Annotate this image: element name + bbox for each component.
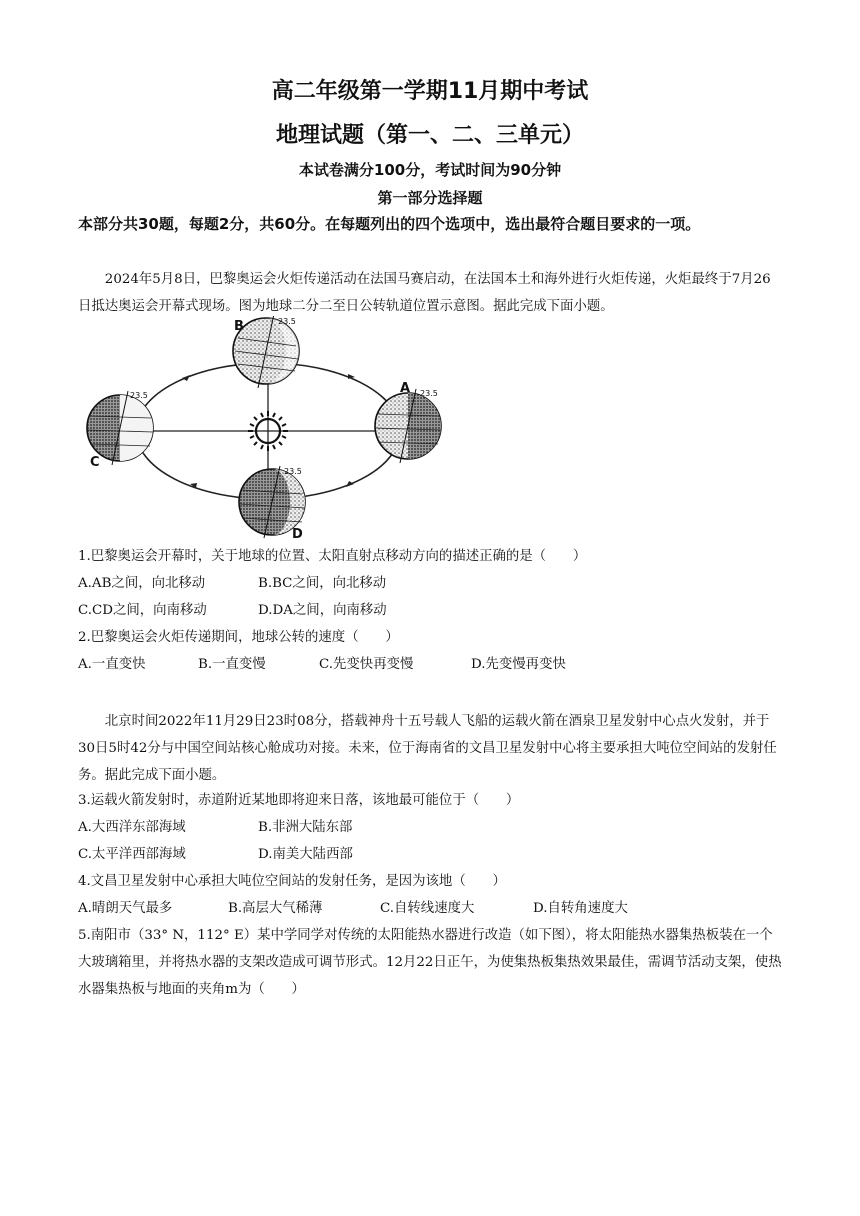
- question-3-option-d[interactable]: D.南美大陆西部: [258, 847, 353, 862]
- question-4-option-d[interactable]: D.自转角速度大: [533, 901, 628, 916]
- question-2-option-d[interactable]: D.先变慢再变快: [471, 657, 566, 672]
- passage-2: 北京时间2022年11月29日23时08分，搭载神舟十五号载人飞船的运载火箭在酒泉卫星发射中心点火发射，并于30日5时42分与中国空间站核心舱成功对接。未来，位于海南省的文昌卫星发射中心将主要承担大吨位空间站的发射任务。据此完成下面小题。: [78, 714, 777, 783]
- exam-info: 本试卷满分100分，考试时间为90分钟: [298, 161, 562, 179]
- question-4-stem: 4.文昌卫星发射中心承担大吨位空间站的发射任务，是因为该地（ ）: [78, 874, 506, 889]
- question-1-stem: 1.巴黎奥运会开幕时，关于地球的位置、太阳直射点移动方向的描述正确的是（ ）: [78, 549, 587, 564]
- question-4-option-b[interactable]: B.高层大气稀薄: [228, 901, 323, 916]
- question-4-option-c[interactable]: C.自转线速度大: [380, 901, 475, 916]
- label-b: B: [234, 319, 244, 334]
- label-a: A: [400, 381, 411, 396]
- orbit-arrow-bottom: [346, 481, 354, 487]
- question-1-option-b[interactable]: B.BC之间，向北移动: [258, 576, 387, 591]
- question-4-option-a[interactable]: A.晴朗天气最多: [78, 901, 173, 916]
- svg-text:23.5: 23.5: [278, 317, 296, 326]
- section-instructions: 本部分共30题，每题2分，共60分。在每题列出的四个选项中，选出最符合题目要求的一项。: [78, 215, 701, 233]
- question-3-option-b[interactable]: B.非洲大陆东部: [258, 820, 353, 835]
- label-c: C: [90, 455, 100, 470]
- question-5-stem: 5.南阳市（33° N，112° E）某中学同学对传统的太阳能热水器进行改造（如下图），将太阳能热水器集热板装在一个大玻璃箱里，并将热水器的支架改造成可调节形式。12月22日正午，为使集热板集热效果最佳，需调节活动支架，使热水器集热板与地面的夹角m为（ ）: [78, 928, 782, 997]
- question-1-option-a[interactable]: A.AB之间，向北移动: [78, 576, 206, 591]
- question-3-option-a[interactable]: A.大西洋东部海域: [78, 820, 186, 835]
- earth-orbit-figure: [78, 316, 458, 542]
- svg-text:23.5: 23.5: [130, 391, 148, 400]
- question-2-stem: 2.巴黎奥运会火炬传递期间，地球公转的速度（ ）: [78, 630, 399, 645]
- svg-text:23.5: 23.5: [420, 389, 438, 398]
- question-2-option-c[interactable]: C.先变快再变慢: [319, 657, 414, 672]
- question-1-option-d[interactable]: D.DA之间，向南移动: [258, 603, 387, 618]
- label-d: D: [292, 527, 303, 542]
- orbit-arrow-top: [182, 375, 190, 381]
- svg-text:23.5: 23.5: [284, 467, 302, 476]
- question-2-option-a[interactable]: A.一直变快: [78, 657, 146, 672]
- section-title: 第一部分选择题: [377, 189, 483, 207]
- question-1-option-c[interactable]: C.CD之间，向南移动: [78, 603, 207, 618]
- question-3-option-c[interactable]: C.太平洋西部海域: [78, 847, 186, 862]
- question-3-stem: 3.运载火箭发射时，赤道附近某地即将迎来日落，该地最可能位于（ ）: [78, 793, 520, 808]
- exam-title: 高二年级第一学期11月期中考试: [271, 79, 589, 104]
- passage-1: 2024年5月8日，巴黎奥运会火炬传递活动在法国马赛启动，在法国本土和海外进行火炬传递，火炬最终于7月26日抵达奥运会开幕式现场。图为地球二分二至日公转轨道位置示意图。据此完成下面小题。: [78, 272, 771, 314]
- exam-subtitle: 地理试题（第一、二、三单元）: [275, 123, 584, 148]
- question-2-option-b[interactable]: B.一直变慢: [198, 657, 266, 672]
